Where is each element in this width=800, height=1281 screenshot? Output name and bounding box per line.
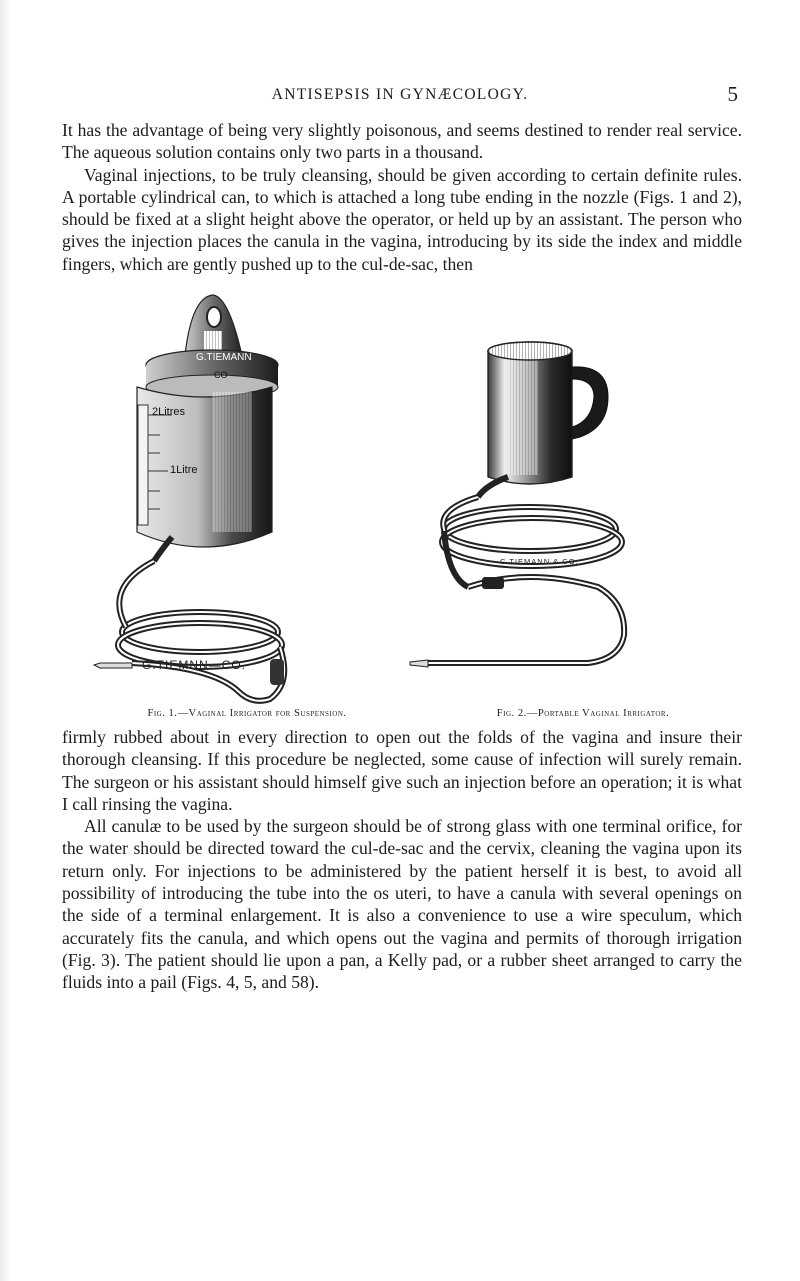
portable-irrigator-illustration [408, 287, 638, 705]
volume-mark-1-litre: 1Litre [170, 464, 198, 476]
body-text-bottom [62, 726, 742, 994]
volume-mark-2-litres: 2Litres [152, 406, 186, 418]
page-header [62, 84, 738, 110]
engraved-label: CO [214, 370, 228, 380]
page-number: 5 [727, 82, 738, 106]
engraved-maker-label: C TIEMANN & CO. [500, 557, 579, 566]
paragraph: Vaginal injections, to be truly cleansing, should be given according to certain definite rules. A portable cylindrical can, to which is attached a long tube ending in the nozzle (Figs. 1 and 2), should be fixed at a slight height above the operator, or held up by an assistant. The person who gives the injection places the canula in the vagina, introducing by its side the index and middle fingers, which are gently pushed up to the cul-de-sac, then [62, 164, 742, 274]
figure-1 [92, 287, 432, 717]
figure-2-caption: Fig. 2.—Portable Vaginal Irrigator. [496, 708, 670, 719]
engraved-maker-label: G.TIEMNN—CO. [142, 658, 246, 672]
running-head: ANTISEPSIS IN GYNÆCOLOGY. [271, 86, 529, 103]
paragraph: firmly rubbed about in every direction to open out the folds of the vagina and insure their thorough cleansing. If this procedure be neglected, some cause of infection will surely remain. The surgeon or his assistant should himself give such an injection before an operation; it is what I call rinsing the vagina. [62, 727, 742, 814]
engraved-label: G.TIEMANN [196, 352, 252, 363]
paragraph: All canulæ to be used by the surgeon should be of strong glass with one terminal orifice, for the water should be directed toward the cul-de-sac and the cervix, cleaning the vagina upon its return only. For injections to be administered by the patient herself it is best, to avoid all possibility of introducing the tube into the os uteri, to have a canula with several openings on the side of a terminal enlargement. It is also a convenience to use a wire speculum, which accurately fits the canula, and which opens out the vagina and permits of thorough irrigation (Fig. 3). The patient should lie upon a pan, a Kelly pad, or a rubber sheet arranged to carry the fluids into a pail (Figs. 4, 5, and 58). [62, 816, 742, 993]
figure-1-caption: Fig. 1.—Vaginal Irrigator for Suspension. [147, 708, 347, 719]
page-edge-shadow [0, 0, 12, 1281]
figure-2 [408, 287, 738, 717]
paragraph: It has the advantage of being very slightly poisonous, and seems destined to render real service. The aqueous solution contains only two parts in a thousand. [62, 120, 742, 163]
irrigator-suspension-illustration [92, 287, 322, 705]
body-text-top [62, 119, 742, 275]
